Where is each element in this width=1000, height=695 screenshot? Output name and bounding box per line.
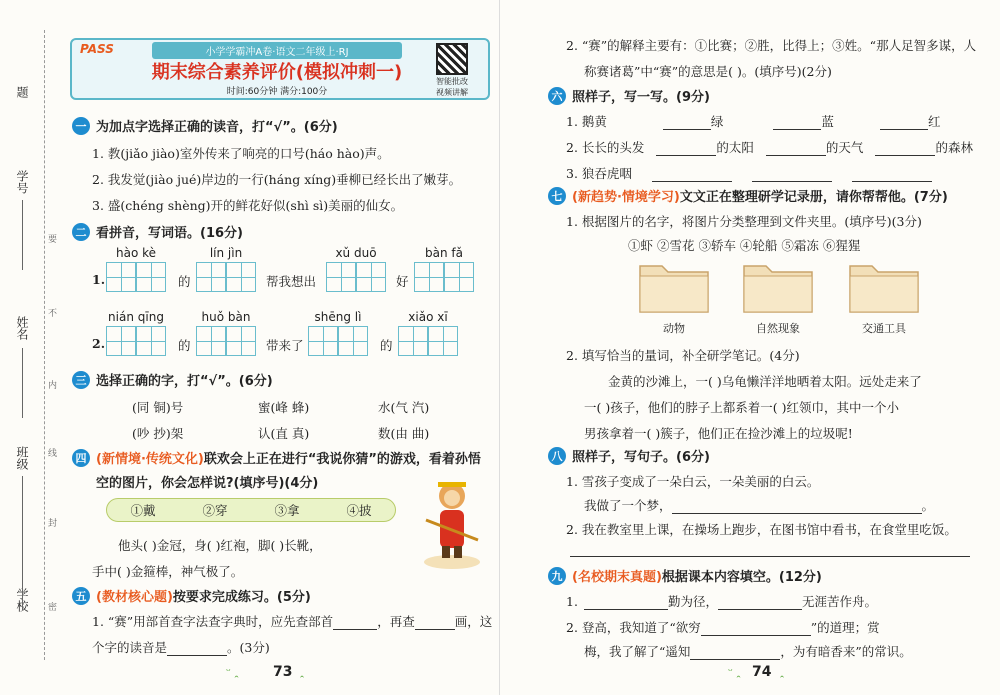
section-title: 文文正在整理研学记录册，请你帮帮他。(7分)	[679, 190, 948, 205]
write-cell[interactable]	[326, 262, 356, 292]
section-number: 一	[72, 117, 90, 135]
s5-q2-line-1: 2. “赛”的解释主要有：①比赛；②胜，比得上；③姓。“那人足智多谋，人	[566, 38, 977, 53]
char-choice[interactable]: (吵 抄)架	[132, 426, 184, 441]
section-title: 照样子，写一写。(9分)	[572, 90, 710, 105]
s6-row-1: 1. 鹅黄 绿 蓝 红	[566, 114, 941, 129]
pinyin-box	[106, 246, 166, 292]
exam-title: 期末综合素养评价(模拟冲刺一)	[151, 62, 403, 83]
section-9-heading	[548, 566, 822, 585]
s2-text: 的	[380, 338, 393, 353]
section-tag: (新情境·传统文化)	[96, 452, 204, 467]
section-number: 六	[548, 87, 566, 105]
write-cell[interactable]	[196, 262, 226, 292]
s6-row-2: 2. 长长的头发 的太阳 的天气 的森林	[566, 140, 973, 155]
s2-row2-number: 2.	[92, 336, 106, 351]
section-title: 看拼音，写词语。(16分)	[96, 226, 243, 241]
answer-blank[interactable]	[875, 142, 935, 156]
s2-text: 帮我想出	[266, 274, 317, 289]
series-title: 小学学霸冲A卷·语文二年级上·RJ	[152, 42, 402, 59]
class-blank[interactable]	[22, 476, 23, 546]
s1-line-3: 3. 盛(chéng shèng)开的鲜花好似(shì sì)美丽的仙女。	[92, 198, 404, 213]
sprout-icon: ꞈ	[300, 664, 304, 678]
pinyin: hào kè	[115, 246, 157, 260]
answer-blank[interactable]	[167, 642, 227, 656]
answer-blank[interactable]	[773, 116, 821, 130]
answer-blank[interactable]	[718, 596, 802, 610]
folder-icon[interactable]	[848, 258, 920, 314]
s5-q2-line-2: 称赛诸葛”中“赛”的意思是( )。(填序号)(2分)	[584, 64, 832, 79]
s2-text: 的	[178, 274, 191, 289]
write-cell[interactable]	[226, 262, 256, 292]
section-3-heading	[72, 370, 273, 389]
answer-line[interactable]	[570, 556, 970, 557]
section-1-heading	[72, 116, 338, 135]
write-cell[interactable]	[196, 326, 226, 356]
s7-q2: 2. 填写恰当的量词，补全研学笔记。(4分)	[566, 348, 800, 363]
section-number: 四	[72, 449, 90, 467]
answer-blank[interactable]	[584, 596, 668, 610]
pinyin-box	[326, 246, 386, 292]
pinyin: huǒ bàn	[201, 310, 251, 324]
answer-blank[interactable]	[690, 646, 780, 660]
pinyin-box	[308, 310, 368, 356]
margin-char: 线	[48, 449, 58, 459]
write-cell[interactable]	[226, 326, 256, 356]
answer-blank[interactable]	[652, 168, 732, 182]
option: ②穿	[202, 503, 228, 518]
s8-line-3: 2. 我在教室里上课，在操场上跑步，在图书馆中看书，在食堂里吃饭。	[566, 522, 957, 537]
answer-blank[interactable]	[415, 616, 455, 630]
section-number: 三	[72, 371, 90, 389]
s4-line-2: 手中( )金箍棒，神气极了。	[92, 564, 244, 579]
right-page	[500, 0, 1000, 695]
s8-example: 1. 雪孩子变成了一朵白云，一朵美丽的白云。	[566, 474, 820, 489]
write-cell[interactable]	[338, 326, 368, 356]
pinyin-box	[196, 310, 256, 356]
section-4-heading-cont: 空的图片，你会怎样说?(填序号)(4分)	[96, 476, 319, 491]
s9-line-3: 梅，我了解了“遥知 ，为有暗香来”的常识。	[584, 644, 912, 659]
school-blank[interactable]	[22, 540, 23, 610]
section-title: 照样子，写句子。(6分)	[572, 450, 710, 465]
margin-char: 内	[48, 381, 58, 391]
exam-header	[70, 38, 490, 100]
s2-text: 的	[178, 338, 191, 353]
write-cell[interactable]	[428, 326, 458, 356]
answer-blank[interactable]	[656, 142, 716, 156]
s8-line-2: 我做了一个梦， 。	[584, 498, 935, 513]
write-cell[interactable]	[356, 262, 386, 292]
pinyin: xiǎo xī	[408, 310, 448, 324]
section-number: 二	[72, 223, 90, 241]
option: ③拿	[274, 503, 300, 518]
pinyin-box	[398, 310, 458, 356]
s4-line-1: 他头( )金冠，身( )红袍，脚( )长靴，	[118, 538, 322, 553]
s7-items: ①虾 ②雪花 ③轿车 ④轮船 ⑤霜冻 ⑥猩猩	[628, 238, 861, 253]
margin-label-class: 班级	[15, 446, 29, 470]
section-7-heading	[548, 186, 948, 205]
answer-blank[interactable]	[672, 500, 922, 514]
s9-line-1: 1. 勤为径， 无涯苦作舟。	[566, 594, 877, 609]
margin-char: 要	[48, 235, 58, 245]
section-title: 为加点字选择正确的读音，打“√”。(6分)	[96, 120, 338, 135]
pinyin: shēng lì	[314, 310, 362, 324]
s1-line-2: 2. 我发觉(jiào jué)岸边的一行(háng xíng)垂柳已经长出了嫩芽。	[92, 172, 462, 187]
pinyin: lín jìn	[209, 246, 243, 260]
section-number: 八	[548, 447, 566, 465]
margin-label-student-id: 学号	[15, 170, 29, 194]
pinyin: xǔ duō	[335, 246, 377, 260]
margin-char: 不	[48, 309, 58, 319]
s2-text: 带来了	[266, 338, 304, 353]
s7-q1: 1. 根据图片的名字，将图片分类整理到文件夹里。(填序号)(3分)	[566, 214, 922, 229]
section-tag: (名校期末真题)	[572, 570, 662, 585]
margin-label-name: 姓名	[15, 316, 29, 340]
write-cell[interactable]	[398, 326, 428, 356]
option-bar	[106, 498, 396, 522]
section-number: 九	[548, 567, 566, 585]
write-cell[interactable]	[444, 262, 474, 292]
write-cell[interactable]	[308, 326, 338, 356]
char-choice[interactable]: 水(气 汽)	[378, 400, 430, 415]
pinyin-box	[106, 310, 166, 356]
section-2-heading	[72, 222, 243, 241]
s6-row-3: 3. 狼吞虎咽	[566, 164, 932, 182]
student-id-blank[interactable]	[22, 200, 23, 270]
answer-blank[interactable]	[766, 142, 826, 156]
margin-char: 密	[48, 603, 58, 613]
section-6-heading	[548, 86, 710, 105]
s5-line-1: 1. “赛”用部首查字法查字典时，应先查部首 ，再查 画，这	[92, 614, 493, 629]
pass-logo: PASS	[80, 42, 114, 56]
page-number: 74	[752, 664, 772, 680]
sprout-icon: ᵕ ꞈ	[728, 664, 741, 678]
answer-blank[interactable]	[663, 116, 711, 130]
s7-para-1: 金黄的沙滩上，一( )乌龟懒洋洋地晒着太阳。远处走来了	[608, 374, 922, 389]
margin-label-school: 学校	[15, 588, 29, 612]
answer-blank[interactable]	[701, 622, 811, 636]
write-cell[interactable]	[136, 262, 166, 292]
s7-para-2: 一( )孩子，他们的脖子上都系着一( )红领巾，其中一个小	[584, 400, 899, 415]
section-4-heading	[72, 448, 481, 467]
s7-para-3: 男孩拿着一( )簇子，他们正在捡沙滩上的垃圾呢!	[584, 426, 853, 441]
s9-line-2: 2. 登高，我知道了“欲穷 ”的道理；赏	[566, 620, 880, 635]
binding-line	[44, 30, 45, 660]
sun-wukong-illustration-icon	[420, 470, 484, 570]
folder-label: 动物	[663, 322, 685, 335]
margin-label-question: 题	[15, 86, 29, 98]
section-number: 五	[72, 587, 90, 605]
binding-margin	[0, 0, 60, 695]
option: ①戴	[130, 503, 156, 518]
qr-code-icon[interactable]	[436, 43, 468, 75]
char-choice[interactable]: 数(由 曲)	[378, 426, 430, 441]
exam-meta: 时间:60分钟 满分:100分	[226, 87, 328, 97]
char-choice[interactable]: 认(直 真)	[258, 426, 310, 441]
section-title: 根据课本内容填空。(12分)	[661, 570, 822, 585]
write-cell[interactable]	[414, 262, 444, 292]
folder-icon[interactable]	[742, 258, 814, 314]
answer-blank[interactable]	[880, 116, 928, 130]
s5-line-2: 个字的读音是 。(3分)	[92, 640, 270, 655]
section-number: 七	[548, 187, 566, 205]
page-number: 73	[273, 664, 293, 680]
answer-blank[interactable]	[333, 616, 377, 630]
char-choice[interactable]: (同 铜)号	[132, 400, 184, 415]
s1-line-1: 1. 教(jiǎo jiào)室外传来了响亮的口号(háo hào)声。	[92, 146, 390, 161]
folder-label: 交通工具	[862, 322, 906, 335]
folder-label: 自然现象	[756, 322, 800, 335]
char-choice[interactable]: 蜜(峰 蜂)	[258, 400, 310, 415]
qr-label: 智能批改 视频讲解	[436, 77, 468, 97]
pinyin: nián qīng	[108, 310, 164, 324]
s2-text: 好	[396, 274, 409, 289]
answer-blank[interactable]	[852, 168, 932, 182]
pinyin-box	[414, 246, 474, 292]
section-title: 按要求完成练习。(5分)	[172, 590, 311, 605]
section-title: 选择正确的字，打“√”。(6分)	[96, 374, 273, 389]
section-8-heading	[548, 446, 710, 465]
sprout-icon: ᵕ ꞈ	[226, 664, 239, 678]
name-blank[interactable]	[22, 348, 23, 418]
s2-row1-number: 1.	[92, 272, 106, 287]
write-cell[interactable]	[106, 326, 136, 356]
margin-char: 封	[48, 519, 58, 529]
folder-icon[interactable]	[638, 258, 710, 314]
write-cell[interactable]	[106, 262, 136, 292]
section-5-heading	[72, 586, 311, 605]
section-tag: (新趋势·情境学习)	[572, 190, 680, 205]
option: ④披	[346, 503, 372, 518]
answer-blank[interactable]	[752, 168, 832, 182]
write-cell[interactable]	[136, 326, 166, 356]
section-title: 联欢会上正在进行“我说你猜”的游戏，看着孙悟	[203, 452, 481, 467]
sprout-icon: ꞈ	[780, 664, 784, 678]
section-tag: (教材核心题)	[96, 590, 173, 605]
pinyin: bàn fǎ	[425, 246, 463, 260]
pinyin-box	[196, 246, 256, 292]
